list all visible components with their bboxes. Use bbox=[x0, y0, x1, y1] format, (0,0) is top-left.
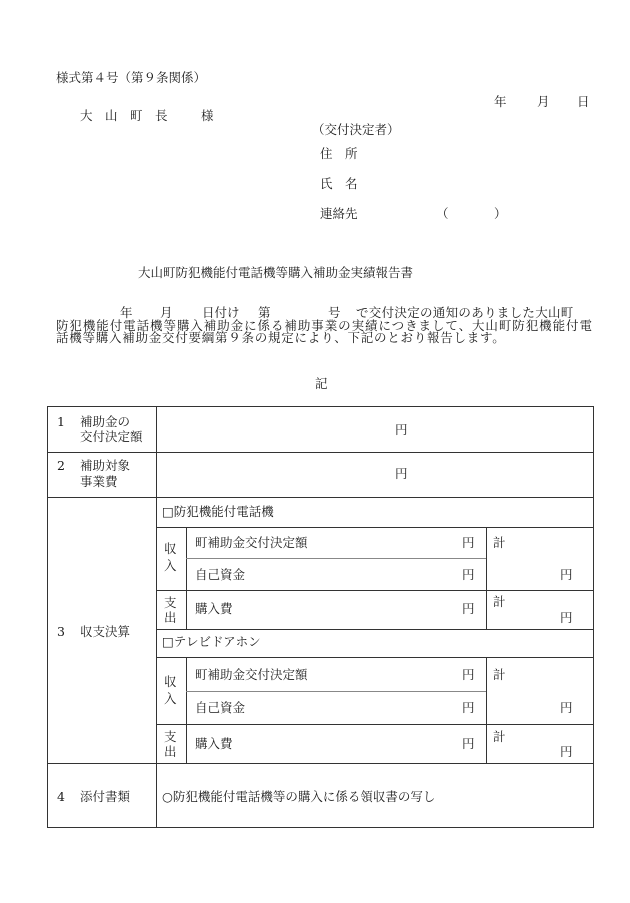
row4-content: ○防犯機能付電話機等の購入に係る領収書の写し bbox=[162, 789, 436, 804]
row1-label-line1: 補助金の bbox=[80, 414, 131, 429]
row4-number: 4 bbox=[57, 789, 65, 804]
ki-label: 記 bbox=[315, 376, 328, 391]
expense-total-unit: 円 bbox=[560, 610, 573, 625]
date-month-label: 月 bbox=[537, 94, 550, 109]
addressee-char: 山 bbox=[105, 108, 118, 123]
blank-month: 月 bbox=[160, 305, 173, 320]
expense-total-label: 計 bbox=[493, 729, 506, 744]
row2-label-line1: 補助対象 bbox=[80, 458, 131, 473]
address-label: 住 所 bbox=[320, 146, 358, 161]
row3-label: 収支決算 bbox=[80, 624, 131, 639]
income-total-label: 計 bbox=[493, 667, 506, 682]
income-item-unit: 円 bbox=[462, 535, 475, 550]
expense-label-char: 出 bbox=[164, 610, 177, 625]
blank-dai: 第 bbox=[258, 305, 271, 320]
expense-item-unit: 円 bbox=[462, 736, 475, 751]
row3-number: 3 bbox=[57, 624, 65, 639]
income-label-char: 収 bbox=[164, 541, 177, 556]
income-total-unit: 円 bbox=[560, 567, 573, 582]
expense-item-label: 購入費 bbox=[195, 601, 233, 616]
income-item-label: 自己資金 bbox=[195, 700, 246, 715]
income-item-unit: 円 bbox=[462, 567, 475, 582]
contact-paren-close: ） bbox=[494, 206, 507, 221]
contact-label: 連絡先 bbox=[320, 206, 358, 221]
body-line-1-tail: で交付決定の通知のありました大山町 bbox=[356, 305, 574, 320]
section-header: □テレビドアホン bbox=[162, 634, 261, 649]
form-number: 様式第４号（第９条関係） bbox=[56, 70, 207, 85]
income-item-unit: 円 bbox=[462, 700, 475, 715]
row1-number: 1 bbox=[57, 414, 65, 429]
section-header: □防犯機能付電話機 bbox=[162, 504, 274, 519]
row2-label-line2: 事業費 bbox=[80, 474, 118, 489]
date-year-label: 年 bbox=[494, 94, 507, 109]
income-item-label: 自己資金 bbox=[195, 567, 246, 582]
applicant-heading: （交付決定者） bbox=[312, 122, 400, 137]
addressee-honorific: 様 bbox=[201, 108, 214, 123]
income-label-char: 収 bbox=[164, 674, 177, 689]
date-day-label: 日 bbox=[577, 94, 590, 109]
income-item-unit: 円 bbox=[462, 667, 475, 682]
row4-label: 添付書類 bbox=[80, 789, 131, 804]
row1-label-line2: 交付決定額 bbox=[80, 429, 143, 444]
addressee-char: 大 bbox=[80, 108, 93, 123]
row2-number: 2 bbox=[57, 458, 65, 473]
expense-label-char: 支 bbox=[164, 595, 177, 610]
contact-paren-open: （ bbox=[436, 206, 449, 221]
income-item-label: 町補助金交付決定額 bbox=[195, 667, 308, 682]
income-label-char: 入 bbox=[164, 691, 177, 706]
addressee-char: 長 bbox=[155, 108, 168, 123]
income-total-label: 計 bbox=[493, 535, 506, 550]
expense-total-unit: 円 bbox=[560, 744, 573, 759]
name-label: 氏 名 bbox=[320, 176, 358, 191]
document-title: 大山町防犯機能付電話機等購入補助金実績報告書 bbox=[138, 265, 414, 280]
expense-item-unit: 円 bbox=[462, 601, 475, 616]
expense-label-char: 支 bbox=[164, 729, 177, 744]
income-item-label: 町補助金交付決定額 bbox=[195, 535, 308, 550]
body-line-3: 話機等購入補助金交付要綱第９条の規定により、下記のとおり報告します。 bbox=[56, 330, 506, 345]
income-label-char: 入 bbox=[164, 558, 177, 573]
row2-unit: 円 bbox=[395, 466, 408, 481]
expense-item-label: 購入費 bbox=[195, 736, 233, 751]
expense-label-char: 出 bbox=[164, 744, 177, 759]
blank-go: 号 bbox=[328, 305, 341, 320]
body-line-2: 防犯機能付電話機等購入補助金に係る補助事業の実績につきまして、大山町防犯機能付電 bbox=[56, 317, 592, 333]
row1-unit: 円 bbox=[395, 422, 408, 437]
blank-year: 年 bbox=[120, 305, 133, 320]
addressee-char: 町 bbox=[130, 108, 143, 123]
blank-day: 日付け bbox=[202, 305, 240, 320]
income-total-unit: 円 bbox=[560, 700, 573, 715]
expense-total-label: 計 bbox=[493, 594, 506, 609]
